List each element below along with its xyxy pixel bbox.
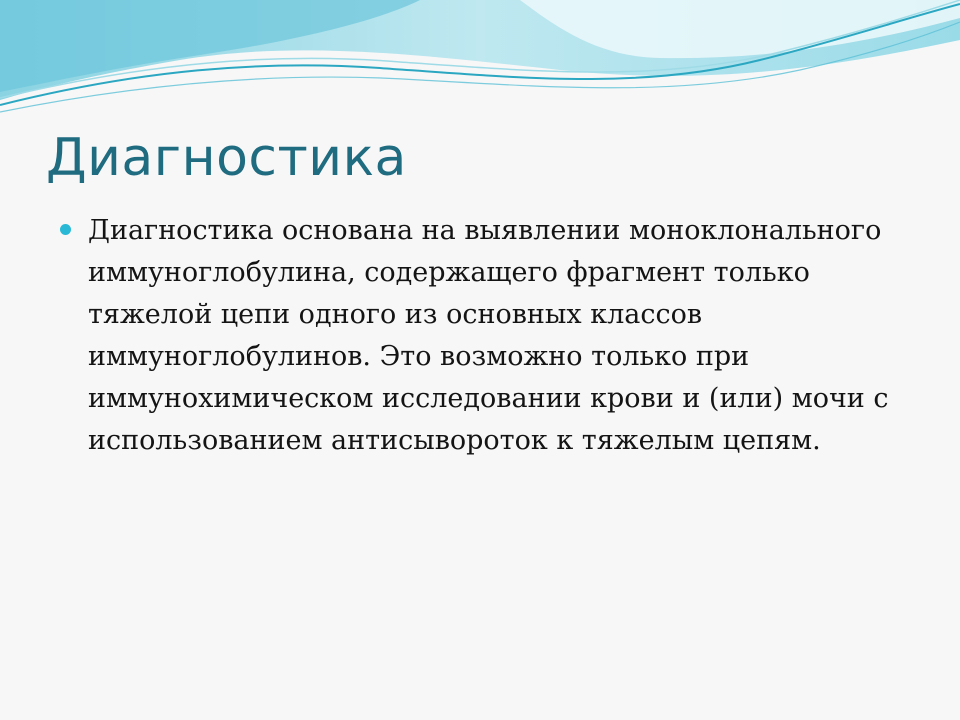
- header-wave-decoration: [0, 0, 960, 130]
- bullet-text: Диагностика основана на выявлении моноклонального иммуноглобулина, содержащего фрагмент только тяжелой цепи одного из основных классов иммуноглобулинов. Это возможно только при иммунохимическом исследовании крови и (или) мочи с использованием антисывороток к тяжелым цепям.: [88, 215, 889, 456]
- bullet-dot-icon: [60, 224, 71, 235]
- bullet-list: [58, 210, 918, 462]
- slide-title: Диагностика: [46, 128, 407, 188]
- bullet-item: [58, 210, 918, 462]
